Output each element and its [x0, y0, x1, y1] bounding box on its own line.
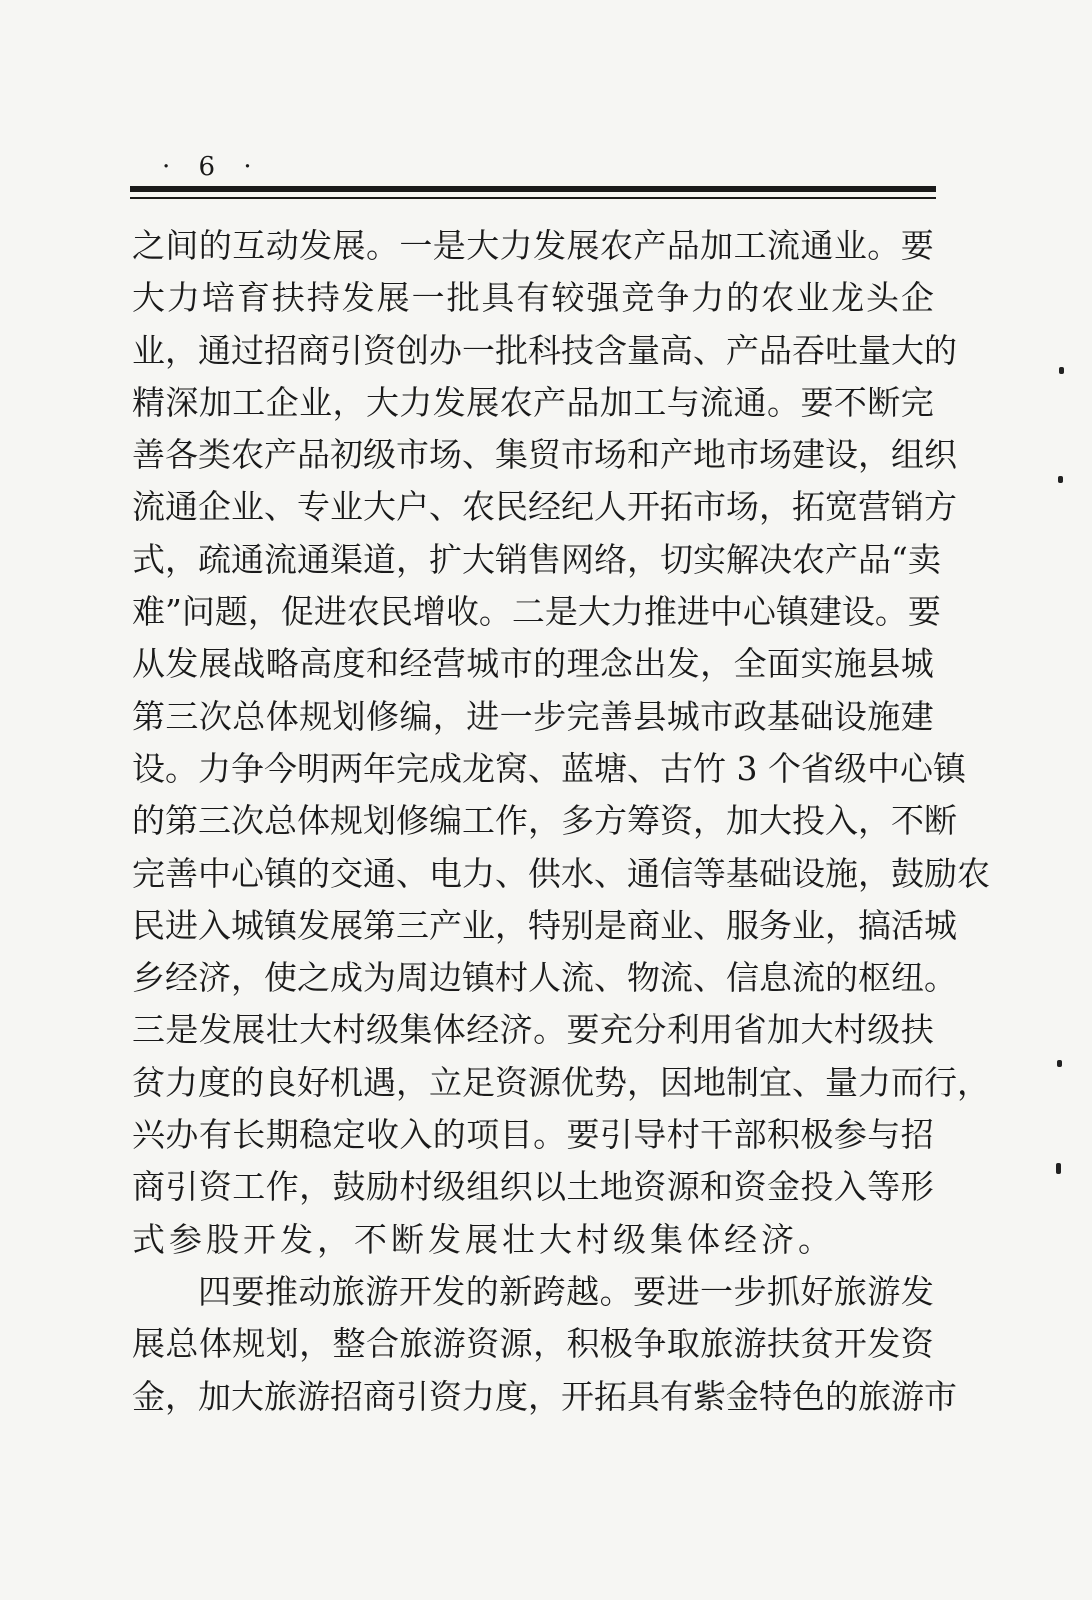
- text-line: 精 深 加 工 企 业 ， 大 力 发 展 农 产 品 加 工 与 流 通 。 要 不 断 完: [132, 382, 934, 422]
- scan-speck: [1056, 1163, 1061, 1174]
- text-line: 的 第 三 次 总 体 规 划 修 编 工 作 ， 多 方 筹 资 ， 加 大 投 入 ， 不 断: [132, 801, 957, 841]
- text-line: 设 。 力 争 今 明 两 年 完 成 龙 窝 、 蓝 塘 、 古 竹 3 个 省 级 中 心 镇: [132, 748, 966, 788]
- text-line: 善 各 类 农 产 品 初 级 市 场 、 集 贸 市 场 和 产 地 市 场 建 设 ， 组 织: [132, 435, 957, 475]
- text-line: 三 是 发 展 壮 大 村 级 集 体 经 济 。 要 充 分 利 用 省 加 大 村 级 扶: [132, 1010, 934, 1050]
- text-line: 民 进 入 城 镇 发 展 第 三 产 业 ， 特 别 是 商 业 、 服 务 业 ， 搞 活 城: [132, 905, 957, 945]
- scan-speck: [1057, 1060, 1062, 1067]
- text-line: 从 发 展 战 略 高 度 和 经 营 城 市 的 理 念 出 发 ， 全 面 实 施 县 城: [132, 644, 934, 684]
- text-line: 金 ， 加 大 旅 游 招 商 引 资 力 度 ， 开 拓 具 有 紫 金 特 色 的 旅 游 市: [132, 1376, 957, 1416]
- text-line: 商 引 资 工 作 ， 鼓 励 村 级 组 织 以 土 地 资 源 和 资 金 投 入 等 形: [132, 1167, 934, 1207]
- text-line: 大 力 培 育 扶 持 发 展 一 批 具 有 较 强 竞 争 力 的 农 业 龙 头 企: [132, 278, 934, 318]
- text-line: 之 间 的 互 动 发 展 。 一 是 大 力 发 展 农 产 品 加 工 流 通 业 。 要: [132, 226, 934, 265]
- scan-speck: [1059, 367, 1064, 374]
- text-line: 业 ， 通 过 招 商 引 资 创 办 一 批 科 技 含 量 高 、 产 品 吞 吐 量 大 的: [132, 330, 957, 370]
- text-line: 第 三 次 总 体 规 划 修 编 ， 进 一 步 完 善 县 城 市 政 基 础 设 施 建: [132, 696, 934, 736]
- text-line: 兴 办 有 长 期 稳 定 收 入 的 项 目 。 要 引 导 村 干 部 积 极 参 与 招: [132, 1115, 934, 1155]
- text-line: 完 善 中 心 镇 的 交 通 、 电 力 、 供 水 、 通 信 等 基 础 设 施 ， 鼓 励 农: [132, 853, 990, 893]
- text-line: 流 通 企 业 、 专 业 大 户 、 农 民 经 纪 人 开 拓 市 场 ， 拓 宽 营 销 方: [132, 487, 957, 527]
- text-line: 展 总 体 规 划 ， 整 合 旅 游 资 源 ， 积 极 争 取 旅 游 扶 贫 开 发 资: [132, 1324, 934, 1364]
- text-line: 式参股开发，不断发展壮大村级集体经济。: [132, 1219, 835, 1259]
- scan-speck: [1058, 476, 1063, 483]
- text-line: 式 ， 疏 通 流 通 渠 道 ， 扩 大 销 售 网 络 ， 切 实 解 决 农 产 品 “ 卖: [132, 539, 941, 579]
- text-line: 难 ” 问 题 ， 促 进 农 民 增 收 。 二 是 大 力 推 进 中 心 镇 建 设 。 要: [132, 592, 941, 632]
- text-line: 四 要 推 动 旅 游 开 发 的 新 跨 越 。 要 进 一 步 抓 好 旅 游 发: [198, 1271, 934, 1311]
- header-rule-thin: [130, 197, 936, 199]
- header-rule-thick: [130, 186, 936, 192]
- body-text: [132, 220, 990, 1423]
- page-number: · 6 ·: [162, 152, 262, 182]
- text-line: 乡 经 济 ， 使 之 成 为 周 边 镇 村 人 流 、 物 流 、 信 息 流 的 枢 纽 。: [132, 958, 957, 998]
- text-line: 贫 力 度 的 良 好 机 遇 ， 立 足 资 源 优 势 ， 因 地 制 宜 、 量 力 而 行 ，: [132, 1062, 990, 1102]
